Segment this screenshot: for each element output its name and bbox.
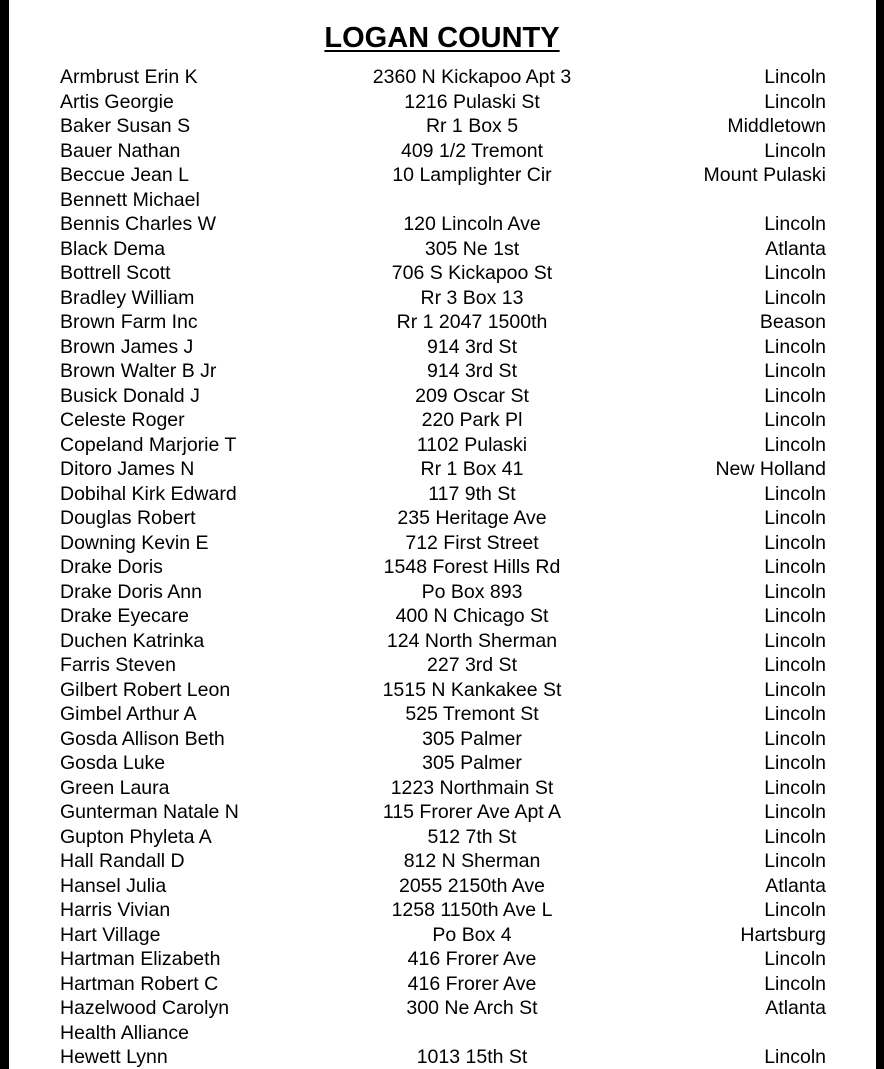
record-row <box>0 531 884 556</box>
record-address: 117 9th St <box>428 482 516 505</box>
record-name: Hazelwood Carolyn <box>60 997 230 1019</box>
record-name: Drake Doris <box>60 556 163 578</box>
record-address: 300 Ne Arch St <box>406 997 538 1019</box>
record-row <box>0 604 884 629</box>
record-address: 120 Lincoln Ave <box>403 213 541 235</box>
record-row <box>0 825 884 850</box>
record-row <box>0 408 884 433</box>
record-name: Bauer Nathan <box>60 139 181 162</box>
record-city: Lincoln <box>764 678 826 701</box>
record-address: 305 Palmer <box>422 727 522 750</box>
record-row <box>0 457 884 482</box>
record-name: Gupton Phyleta A <box>60 825 212 848</box>
record-name: Downing Kevin E <box>60 531 209 554</box>
record-name: Brown Walter B Jr <box>60 360 217 382</box>
record-address: 409 1/2 Tremont <box>400 139 544 162</box>
record-city: Lincoln <box>764 213 826 235</box>
record-name: Gosda Luke <box>60 752 166 774</box>
record-name: Green Laura <box>60 776 170 799</box>
record-row <box>0 506 884 531</box>
record-city: Lincoln <box>764 286 826 309</box>
record-row <box>0 384 884 409</box>
record-city: Lincoln <box>764 776 826 799</box>
record-address: 2360 N Kickapoo Apt 3 <box>372 66 572 88</box>
record-name: Farris Steven <box>60 654 176 676</box>
record-row <box>0 188 884 213</box>
record-name: Hall Randall D <box>60 850 185 872</box>
record-row <box>0 751 884 776</box>
record-name: Bennis Charles W <box>60 213 217 235</box>
record-city: Atlanta <box>765 874 826 897</box>
record-address: 416 Frorer Ave <box>407 948 537 970</box>
record-address: 1515 N Kankakee St <box>382 678 562 701</box>
record-row <box>0 727 884 752</box>
record-city: Lincoln <box>764 433 826 456</box>
record-address: 1223 Northmain St <box>390 776 554 799</box>
record-address: 706 S Kickapoo St <box>391 262 553 284</box>
record-row <box>0 580 884 605</box>
record-city: New Holland <box>715 458 826 480</box>
record-row <box>0 898 884 923</box>
record-name: Duchen Katrinka <box>60 629 205 652</box>
record-city: Lincoln <box>764 66 826 88</box>
record-name: Beccue Jean L <box>60 164 190 186</box>
record-address: 1013 15th St <box>416 1046 528 1068</box>
record-address: Rr 1 Box 5 <box>425 115 519 137</box>
record-row <box>0 849 884 874</box>
record-city: Lincoln <box>764 703 826 725</box>
record-row <box>0 923 884 948</box>
record-name: Brown James J <box>60 335 194 358</box>
record-name: Bottrell Scott <box>60 262 171 284</box>
record-name: Copeland Marjorie T <box>60 433 237 456</box>
record-address: Rr 1 Box 41 <box>420 458 524 480</box>
record-address: 400 N Chicago St <box>395 605 549 627</box>
record-name: Hewett Lynn <box>60 1046 168 1068</box>
record-row <box>0 163 884 188</box>
record-row <box>0 65 884 90</box>
record-city: Lincoln <box>764 825 826 848</box>
record-city: Lincoln <box>764 482 826 505</box>
record-address: 1548 Forest Hills Rd <box>383 556 561 578</box>
record-city: Lincoln <box>764 409 826 431</box>
record-address: 10 Lamplighter Cir <box>392 164 552 186</box>
record-city: Middletown <box>727 115 826 137</box>
record-name: Ditoro James N <box>60 458 195 480</box>
record-row <box>0 776 884 801</box>
record-row <box>0 874 884 899</box>
record-city: Lincoln <box>764 629 826 652</box>
record-city: Lincoln <box>764 262 826 284</box>
record-row <box>0 261 884 286</box>
record-row <box>0 335 884 360</box>
record-city: Atlanta <box>765 997 826 1019</box>
record-row <box>0 286 884 311</box>
record-row <box>0 482 884 507</box>
record-address: 305 Palmer <box>422 752 522 774</box>
record-row <box>0 555 884 580</box>
record-name: Black Dema <box>60 237 166 260</box>
record-city: Lincoln <box>764 90 826 113</box>
record-row <box>0 1021 884 1046</box>
record-name: Hart Village <box>60 923 161 946</box>
record-name: Brown Farm Inc <box>60 311 198 333</box>
record-city: Hartsburg <box>740 923 826 946</box>
record-address: 512 7th St <box>427 825 517 848</box>
record-address: 227 3rd St <box>427 654 517 676</box>
record-row <box>0 237 884 262</box>
record-address: 914 3rd St <box>427 335 517 358</box>
record-address: 115 Frorer Ave Apt A <box>382 801 562 823</box>
record-city: Lincoln <box>764 556 826 578</box>
record-name: Baker Susan S <box>60 115 191 137</box>
record-name: Busick Donald J <box>60 384 200 407</box>
record-row <box>0 629 884 654</box>
record-address: 305 Ne 1st <box>424 237 520 260</box>
record-name: Drake Eyecare <box>60 605 189 627</box>
record-name: Dobihal Kirk Edward <box>60 482 237 505</box>
record-city: Lincoln <box>764 727 826 750</box>
record-address: Po Box 893 <box>421 580 523 603</box>
record-row <box>0 359 884 384</box>
record-address: 1102 Pulaski <box>416 433 528 456</box>
record-city: Lincoln <box>764 801 826 823</box>
record-city: Lincoln <box>764 654 826 676</box>
record-address: 525 Tremont St <box>405 703 539 725</box>
record-city: Lincoln <box>764 531 826 554</box>
record-address: 220 Park Pl <box>421 409 523 431</box>
record-name: Douglas Robert <box>60 507 196 529</box>
record-address: 812 N Sherman <box>403 850 541 872</box>
record-name: Gosda Allison Beth <box>60 727 225 750</box>
record-row <box>0 310 884 335</box>
record-address: Rr 1 2047 1500th <box>396 311 548 333</box>
record-city: Lincoln <box>764 850 826 872</box>
record-name: Gilbert Robert Leon <box>60 678 231 701</box>
record-address: 416 Frorer Ave <box>407 972 537 995</box>
records-list <box>0 65 884 1069</box>
record-name: Drake Doris Ann <box>60 580 202 603</box>
record-name: Armbrust Erin K <box>60 66 198 88</box>
record-address: 914 3rd St <box>427 360 517 382</box>
record-row <box>0 678 884 703</box>
record-address: Po Box 4 <box>432 923 512 946</box>
record-row <box>0 800 884 825</box>
record-address: Rr 3 Box 13 <box>420 286 524 309</box>
record-name: Artis Georgie <box>60 90 174 113</box>
page-title: LOGAN COUNTY <box>324 22 560 54</box>
record-name: Hartman Robert C <box>60 972 219 995</box>
record-city: Lincoln <box>764 972 826 995</box>
record-name: Hartman Elizabeth <box>60 948 221 970</box>
record-city: Lincoln <box>764 1046 826 1068</box>
record-address: 1258 1150th Ave L <box>391 899 553 921</box>
record-city: Lincoln <box>764 752 826 774</box>
record-city: Lincoln <box>764 360 826 382</box>
record-city: Lincoln <box>764 580 826 603</box>
record-name: Health Alliance <box>60 1021 189 1044</box>
record-row <box>0 1045 884 1069</box>
record-name: Gunterman Natale N <box>60 801 239 823</box>
record-city: Mount Pulaski <box>703 164 826 186</box>
record-address: 124 North Sherman <box>386 629 558 652</box>
record-row <box>0 114 884 139</box>
record-name: Celeste Roger <box>60 409 185 431</box>
record-city: Lincoln <box>764 507 826 529</box>
record-city: Lincoln <box>764 948 826 970</box>
record-city: Lincoln <box>764 335 826 358</box>
record-name: Bradley William <box>60 286 195 309</box>
record-row <box>0 972 884 997</box>
record-name: Hansel Julia <box>60 874 167 897</box>
record-address: 209 Oscar St <box>415 384 529 407</box>
record-row <box>0 433 884 458</box>
record-city: Atlanta <box>765 237 826 260</box>
record-row <box>0 702 884 727</box>
record-row <box>0 139 884 164</box>
record-city: Lincoln <box>764 899 826 921</box>
record-address: 235 Heritage Ave <box>397 507 547 529</box>
record-address: 2055 2150th Ave <box>398 874 546 897</box>
record-row <box>0 212 884 237</box>
record-name: Harris Vivian <box>60 899 171 921</box>
record-row <box>0 996 884 1021</box>
record-row <box>0 947 884 972</box>
record-row <box>0 90 884 115</box>
record-name: Gimbel Arthur A <box>60 703 197 725</box>
record-address: 712 First Street <box>405 531 539 554</box>
record-address: 1216 Pulaski St <box>404 90 540 113</box>
record-name: Bennett Michael <box>60 188 200 211</box>
record-row <box>0 653 884 678</box>
record-city: Beason <box>759 311 826 333</box>
record-city: Lincoln <box>764 139 826 162</box>
record-city: Lincoln <box>764 384 826 407</box>
record-city: Lincoln <box>764 605 826 627</box>
